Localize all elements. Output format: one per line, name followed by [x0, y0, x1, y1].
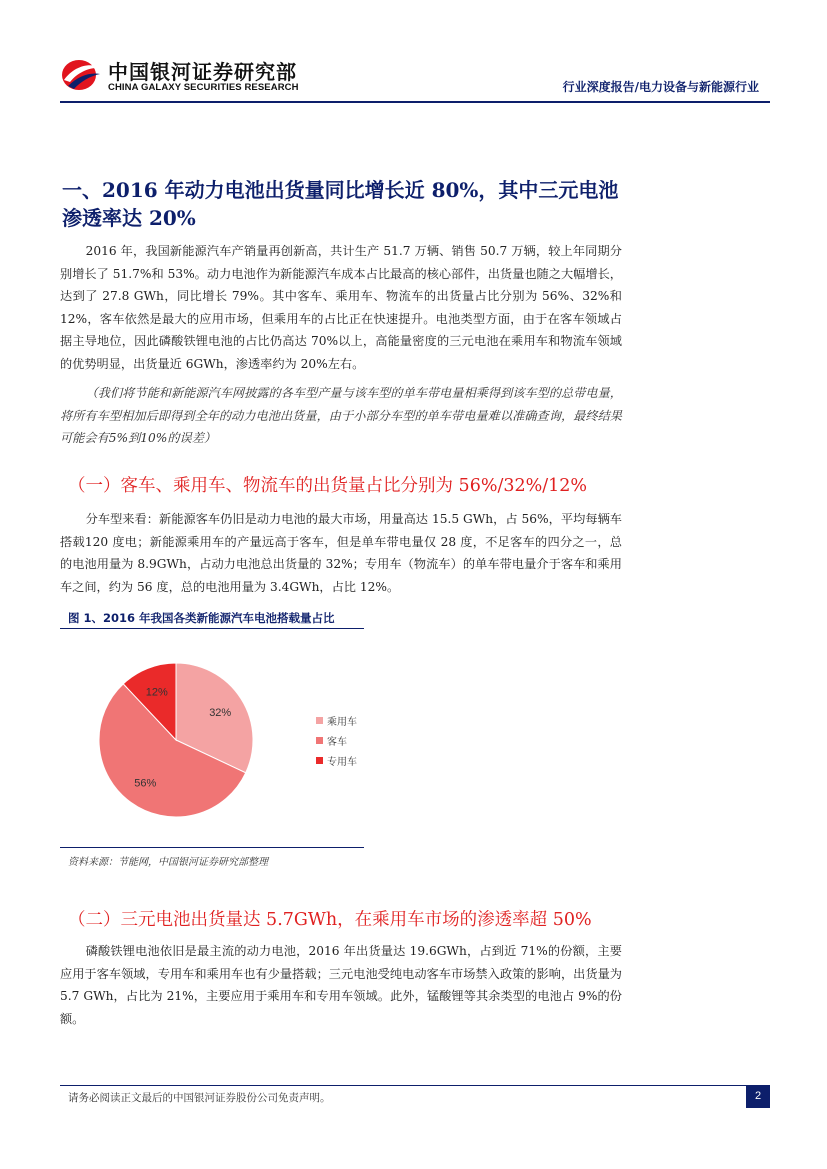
section-title: 一、2016 年动力电池出货量同比增长近 80%，其中三元电池渗透率达 20%: [62, 178, 619, 230]
figure-bottom-rule: [60, 847, 364, 848]
figure-title: 图 1、2016 年我国各类新能源汽车电池搭载量占比: [68, 611, 335, 625]
legend-label: 客车: [327, 737, 347, 748]
company-name-en: CHINA GALAXY SECURITIES RESEARCH: [108, 82, 299, 93]
legend-swatch: [316, 757, 323, 764]
pie-label-0: 32%: [209, 706, 232, 719]
legend-label: 乘用车: [327, 717, 357, 728]
page-number: 2: [746, 1086, 770, 1108]
legend-label: 专用车: [327, 757, 357, 768]
legend-swatch: [316, 717, 323, 724]
body-paragraph-1: 2016 年，我国新能源汽车产销量再创新高，共计生产 51.7 万辆、销售 50.7 万辆，较上年同期分别增长了 51.7%和 53%。动力电池作为新能源汽车成本占比最高的核心部件，出货量也随之大幅增长，达到了 27.8 GWh，同比增长 79%。其中客车、乘用车、物流车的出货量占比分别为 56%、32%和 12%，客车依然是最大的应用市场，但乘用车的占比正在快速提升。电池类型方面，由于在客车领域占据主导地位，因此磷酸铁锂电池的占比仍高达 70%以上，高能量密度的三元电池在乘用车和物流车领域的优势明显，出货量近 6GWh，渗透率约为 20%左右。: [60, 244, 622, 371]
report-type-label: 行业深度报告/电力设备与新能源行业: [562, 80, 759, 94]
footer-disclaimer: 请务必阅读正文最后的中国银河证券股份公司免责声明。: [68, 1092, 331, 1104]
methodology-note: （我们将节能和新能源汽车网披露的各车型产量与该车型的单车带电量相乘得到该车型的总带电量，将所有车型相加后即得到全年的动力电池出货量，由于小部分车型的单车带电量难以准确查询，最终结果可能会有5%到10%的误差）: [60, 386, 622, 445]
figure-source: 资料来源：节能网，中国银河证券研究部整理: [68, 857, 268, 868]
legend-swatch: [316, 737, 323, 744]
body-paragraph-3: 磷酸铁锂电池依旧是最主流的动力电池，2016 年出货量达 19.6GWh，占到近 71%的份额，主要应用于客车领域，专用车和乘用车也有少量搭载；三元电池受纯电动客车市场禁入政策的影响，出货量为 5.7 GWh，占比为 21%，主要应用于乘用车和专用车领域。此外，锰酸锂等其余类型的电池占 9%的份额。: [60, 944, 622, 1026]
pie-chart: [80, 640, 320, 840]
legend-item-0: [316, 713, 357, 727]
header-divider: [60, 101, 770, 103]
legend-item-1: [316, 733, 347, 747]
pie-label-2: 12%: [145, 686, 168, 699]
company-name-cn: 中国银河证券研究部: [108, 60, 297, 84]
pie-label-1: 56%: [134, 777, 157, 790]
legend-item-2: [316, 753, 357, 767]
subsection-title-2: （二）三元电池出货量达 5.7GWh，在乘用车市场的渗透率超 50%: [68, 910, 592, 930]
subsection-title-1: （一）客车、乘用车、物流车的出货量占比分别为 56%/32%/12%: [68, 476, 588, 496]
body-paragraph-2: 分车型来看：新能源客车仍旧是动力电池的最大市场，用量高达 15.5 GWh，占 56%，平均每辆车搭载120 度电；新能源乘用车的产量远高于客车，但是单车带电量仅 28 度，不足客车的四分之一，总的电池用量为 8.9GWh，占动力电池总出货量的 32%；专用车（物流车）的单车带电量介于客车和乘用车之间，约为 56 度，总的电池用量为 3.4GWh，占比 12%。: [60, 512, 622, 594]
galaxy-logo-icon: [60, 58, 102, 92]
figure-top-rule: [60, 628, 364, 629]
footer-divider: [60, 1085, 770, 1086]
